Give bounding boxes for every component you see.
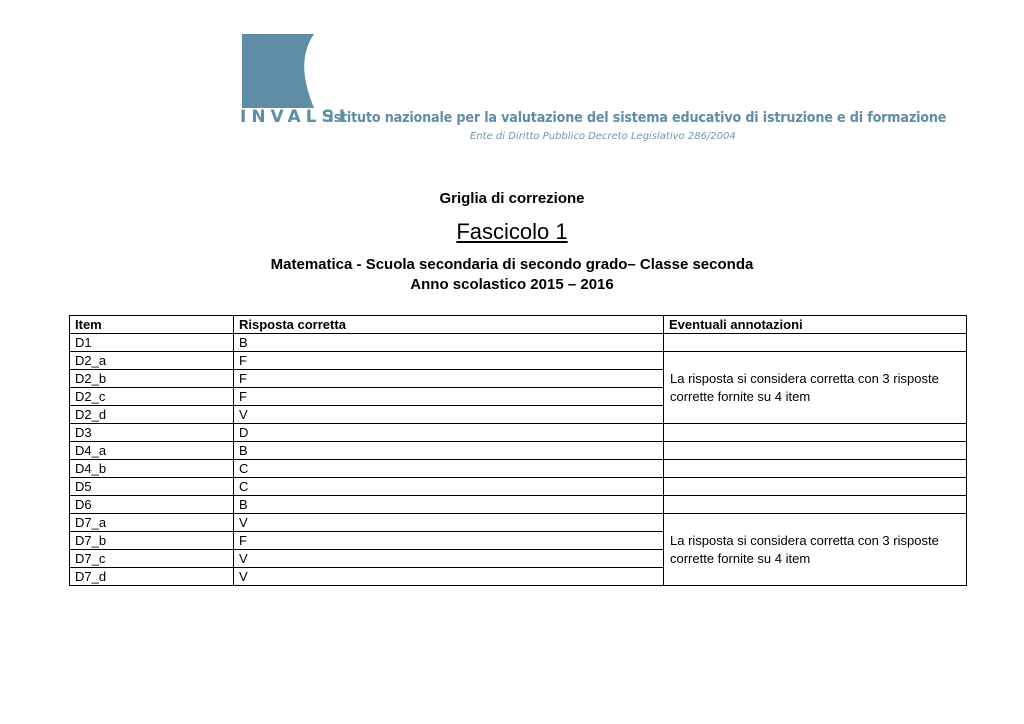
section-label: Griglia di correzione: [439, 190, 585, 207]
notes-cell: [664, 334, 967, 352]
item-cell: D7_a: [70, 514, 234, 532]
column-header-answer: Risposta corretta: [234, 316, 664, 334]
document-title: Fascicolo 1: [456, 219, 568, 244]
table-row: [70, 514, 967, 532]
notes-cell: [664, 424, 967, 442]
answer-cell: V: [234, 514, 664, 532]
item-cell: D2_b: [70, 370, 234, 388]
table-row: [70, 424, 967, 442]
school-year: Anno scolastico 2015 – 2016: [410, 276, 614, 293]
item-cell: D3: [70, 424, 234, 442]
notes-cell: [664, 442, 967, 460]
item-cell: D7_b: [70, 532, 234, 550]
item-cell: D1: [70, 334, 234, 352]
notes-cell-d7: La risposta si considera corretta con 3 risposte corrette fornite su 4 item: [664, 514, 967, 586]
notes-cell: [664, 478, 967, 496]
table-row: [70, 442, 967, 460]
answer-cell: F: [234, 388, 664, 406]
table-row: [70, 334, 967, 352]
notes-cell: [664, 460, 967, 478]
table-row: [70, 352, 967, 370]
answer-cell: F: [234, 532, 664, 550]
logo-wordmark: INVALSI: [240, 107, 351, 127]
item-cell: D7_d: [70, 568, 234, 586]
answer-cell: B: [234, 496, 664, 514]
table-header-row: [70, 316, 967, 334]
answer-cell: C: [234, 460, 664, 478]
table-row: [70, 496, 967, 514]
item-cell: D4_a: [70, 442, 234, 460]
column-header-notes: Eventuali annotazioni: [664, 316, 967, 334]
answer-cell: V: [234, 550, 664, 568]
table-row: [70, 460, 967, 478]
answer-cell: V: [234, 568, 664, 586]
notes-cell: [664, 496, 967, 514]
table-row: [70, 478, 967, 496]
item-cell: D6: [70, 496, 234, 514]
notes-cell-d2: La risposta si considera corretta con 3 risposte corrette fornite su 4 item: [664, 352, 967, 424]
invalsi-logo-icon: [240, 34, 316, 110]
answer-cell: B: [234, 442, 664, 460]
answer-cell: F: [234, 370, 664, 388]
answer-cell: F: [234, 352, 664, 370]
column-header-item: Item: [70, 316, 234, 334]
answer-cell: V: [234, 406, 664, 424]
answer-cell: B: [234, 334, 664, 352]
item-cell: D5: [70, 478, 234, 496]
item-cell: D2_a: [70, 352, 234, 370]
item-cell: D2_c: [70, 388, 234, 406]
answer-cell: D: [234, 424, 664, 442]
answer-cell: C: [234, 478, 664, 496]
item-cell: D7_c: [70, 550, 234, 568]
item-cell: D2_d: [70, 406, 234, 424]
subject-line: Matematica - Scuola secondaria di secondo grado– Classe seconda: [270, 256, 754, 273]
correction-grid-table: [69, 315, 967, 586]
logo-subtitle: Ente di Diritto Pubblico Decreto Legislativo 286/2004: [470, 131, 736, 142]
item-cell: D4_b: [70, 460, 234, 478]
logo-tagline: Istituto nazionale per la valutazione del sistema educativo di istruzione e di formazione: [329, 110, 947, 126]
